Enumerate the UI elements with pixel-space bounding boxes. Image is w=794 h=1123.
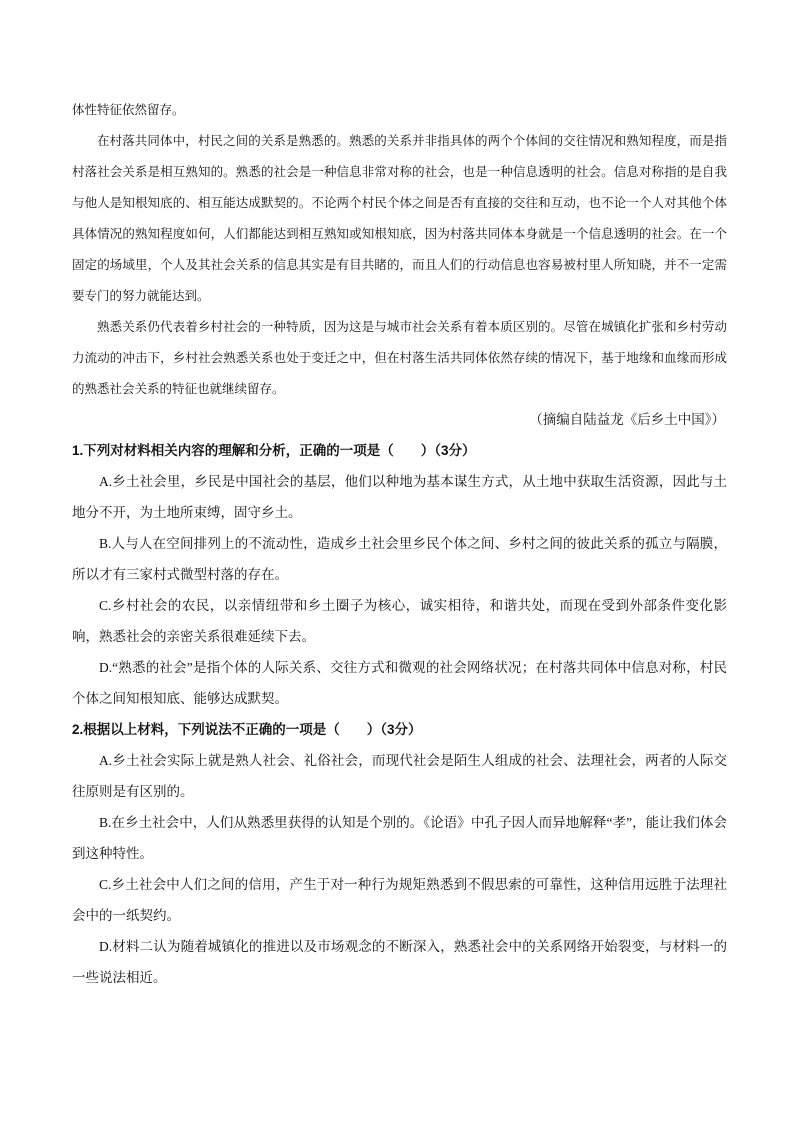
option-b: B.在乡土社会中，人们从熟悉里获得的认知是个别的。《论语》中孔子因人而异地解释“孝”，能让我们体会到这种特性。 [72,815,727,861]
question-stem: 2.根据以上材料，下列说法不正确的一项是（ ）（3分） [72,722,422,737]
option-b: B.人与人在空间排列上的不流动性，造成乡土社会里乡民个体之间、乡村之间的彼此关系的孤立与隔膜，所以才有三家村式微型村落的存在。 [72,536,727,582]
option-d: D.材料二认为随着城镇化的推进以及市场观念的不断深入，熟悉社会中的关系网络开始裂变，与材料一的一些说法相近。 [72,939,727,985]
question-stem: 1.下列对材料相关内容的理解和分析，正确的一项是（ ）（3分） [72,443,476,458]
passage-paragraph: 体性特征依然留存。 [72,102,185,117]
question-2 [72,714,727,993]
passage-paragraph: 在村落共同体中，村民之间的关系是熟悉的。熟悉的关系并非指具体的两个个体间的交往情况和熟知程度，而是指村落社会关系是相互熟知的。熟悉的社会是一种信息非常对称的社会，也是一种信息透明的社会。信息对称指的是自我与他人是知根知底的、相互能达成默契的。不论两个村民个体之间是否有直接的交往和互动，也不论一个人对其他个体具体情况的熟知程度如何，人们都能达到相互熟知或知根知底，因为村落共同体本身就是一个信息透明的社会。在一个固定的场域里，个人及其社会关系的信息其实是有目共睹的，而且人们的行动信息也容易被村里人所知晓，并不一定需要专门的努力就能达到。 [72,133,727,303]
reading-passage [72,94,727,404]
option-c: C.乡村社会的农民，以亲情纽带和乡土圈子为核心，诚实相待，和谐共处，而现在受到外部条件变化影响，熟悉社会的亲密关系很难延续下去。 [72,598,727,644]
option-a: A.乡土社会实际上就是熟人社会、礼俗社会，而现代社会是陌生人组成的社会、法理社会，两者的人际交往原则是有区别的。 [72,753,727,799]
option-d: D.“熟悉的社会”是指个体的人际关系、交往方式和微观的社会网络状况；在村落共同体中信息对称，村民个体之间知根知底、能够达成默契。 [72,660,727,706]
passage-paragraph: 熟悉关系仍代表着乡村社会的一种特质，因为这是与城市社会关系有着本质区别的。尽管在城镇化扩张和乡村劳动力流动的冲击下，乡村社会熟悉关系也处于变迁之中，但在村落生活共同体依然存续的情况下，基于地缘和血缘而形成的熟悉社会关系的特征也就继续留存。 [72,319,727,396]
exam-page [72,94,727,993]
option-c: C.乡土社会中人们之间的信用，产生于对一种行为规矩熟悉到不假思索的可靠性，这种信用远胜于法理社会中的一纸契约。 [72,877,727,923]
question-1 [72,435,727,714]
option-a: A.乡土社会里，乡民是中国社会的基层，他们以种地为基本谋生方式，从土地中获取生活资源，因此与土地分不开，为土地所束缚，固守乡土。 [72,474,727,520]
passage-source: （摘编自陆益龙《后乡土中国》） [529,412,725,427]
